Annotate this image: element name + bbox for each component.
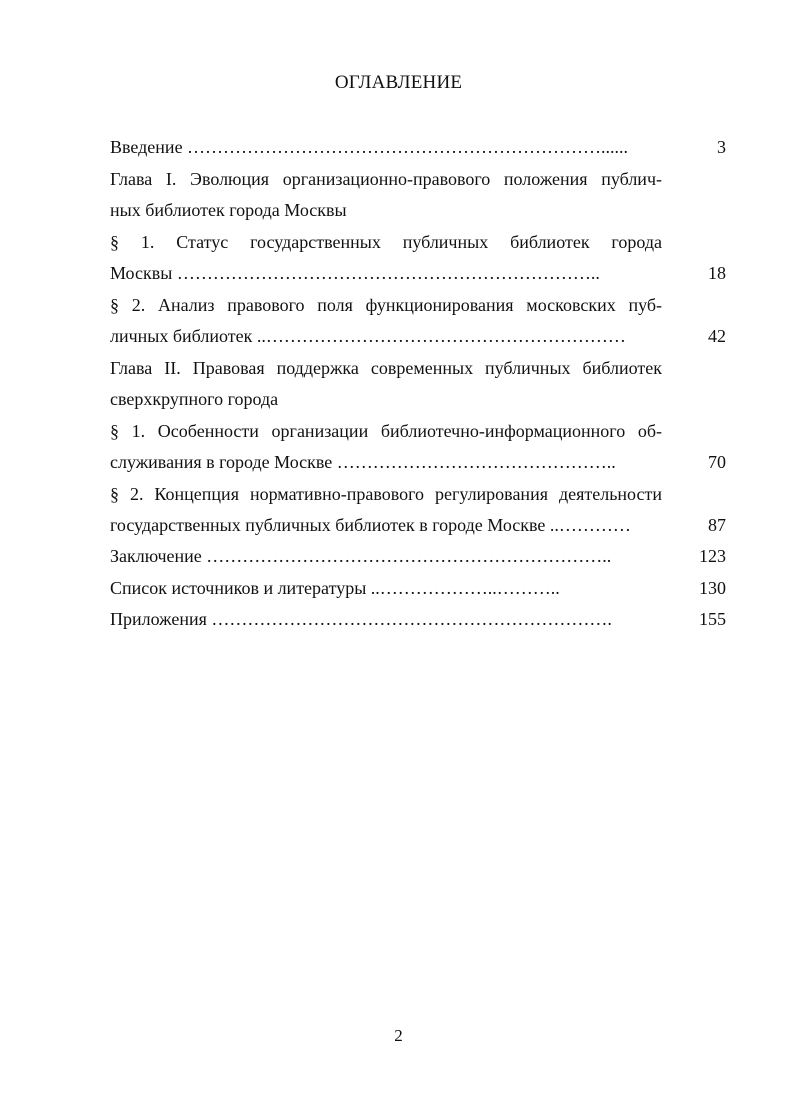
toc-page-ch2-section-2: 87 <box>708 515 726 535</box>
toc-chapter-1-line-1: Глава I. Эволюция организационно-правового положения публич- <box>110 169 662 189</box>
toc-ch2-section-2-line-1: § 2. Концепция нормативно-правового регулирования деятельности <box>110 484 662 504</box>
toc-ch2-section-2-line-2: государственных публичных библиотек в городе Москве ..………… <box>110 515 631 535</box>
toc-entry-sources: Список источников и литературы ..………………..……….. <box>110 578 560 598</box>
toc-chapter-1-line-2: ных библиотек города Москвы <box>110 200 347 220</box>
toc-chapter-2-line-2: сверхкрупного города <box>110 389 279 409</box>
toc-page-ch1-section-2: 42 <box>708 326 726 346</box>
toc-entry-appendix: Приложения …………………………………………………………. <box>110 609 612 629</box>
toc-ch2-section-1-line-2: служивания в городе Москве ……………………………………….. <box>110 452 616 472</box>
toc-chapter-2-line-1: Глава II. Правовая поддержка современных публичных библиотек <box>110 358 662 378</box>
toc-ch2-section-1-line-1: § 1. Особенности организации библиотечно-информационного об- <box>110 421 662 441</box>
toc-ch1-section-1-line-1: § 1. Статус государственных публичных библиотек города <box>110 232 662 252</box>
toc-ch1-section-1-line-2: Москвы …………………………………………………………….. <box>110 263 600 283</box>
toc-ch1-section-2-line-2: личных библиотек ..…………………………………………………… <box>110 326 626 346</box>
toc-page-ch2-section-1: 70 <box>708 452 726 472</box>
page-number: 2 <box>394 1026 403 1045</box>
page-title: ОГЛАВЛЕНИЕ <box>334 72 463 93</box>
toc-entry-intro: Введение ……………………………………………………………...... <box>110 137 629 157</box>
toc-page-sources: 130 <box>699 578 726 598</box>
toc-page-conclusion: 123 <box>699 546 726 566</box>
toc-page-ch1-section-1: 18 <box>708 263 726 283</box>
toc-page-appendix: 155 <box>699 609 726 629</box>
toc-entry-conclusion: Заключение ………………………………………………………….. <box>110 546 612 566</box>
toc-ch1-section-2-line-1: § 2. Анализ правового поля функционирования московских пуб- <box>110 295 662 315</box>
toc-page-intro: 3 <box>717 137 726 157</box>
